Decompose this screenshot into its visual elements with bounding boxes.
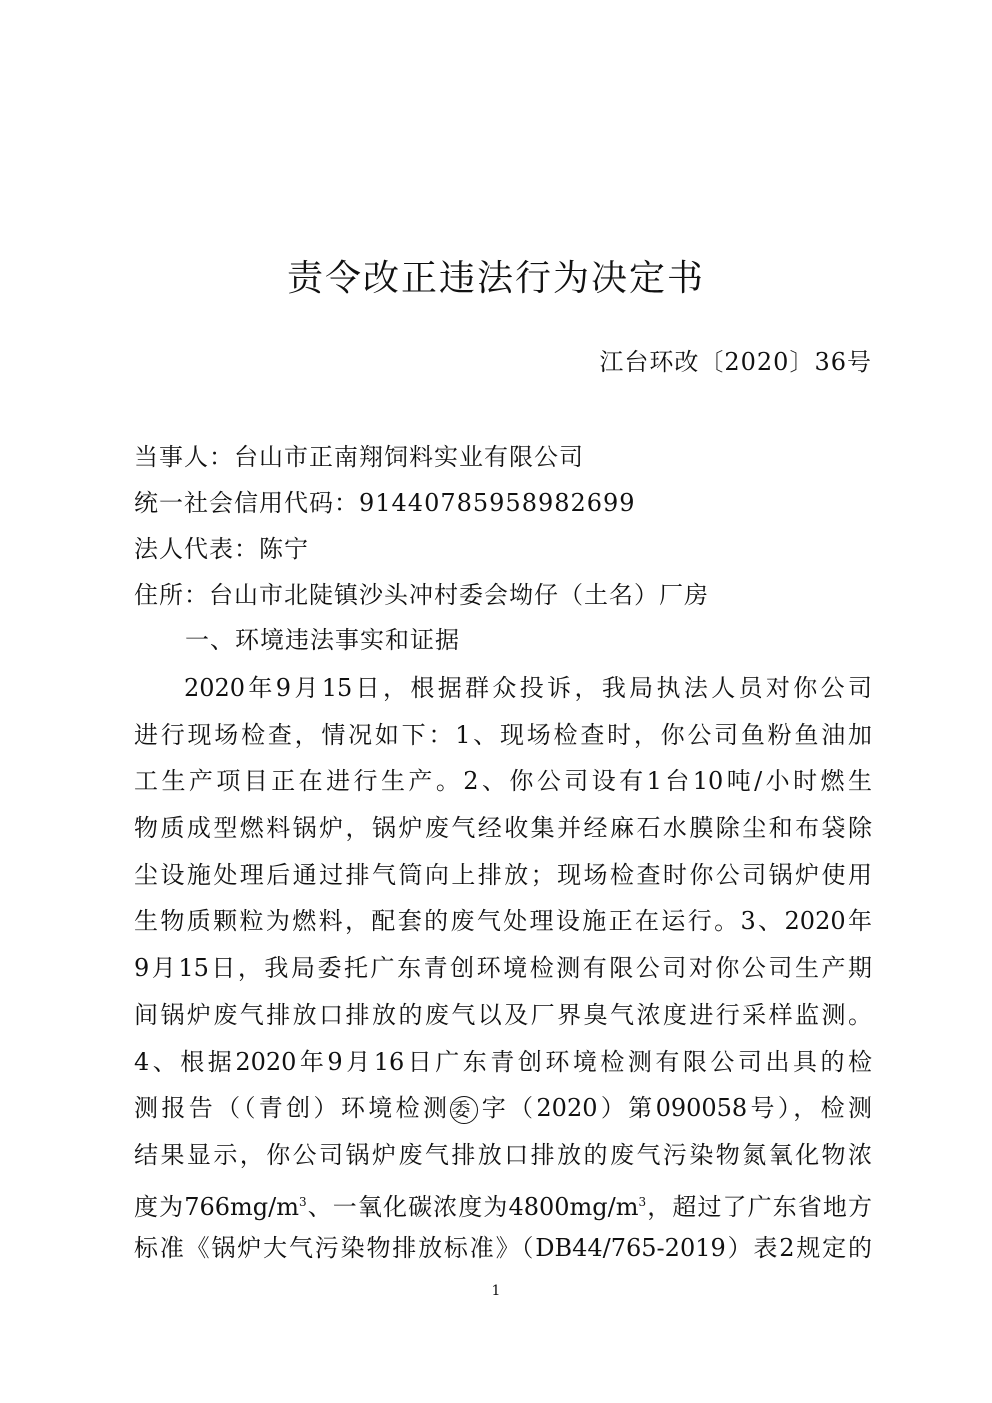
body-line: 2020年9月15日，根据群众投诉，我局执法人员对你公司 [184,674,872,702]
body-line: 9月15日，我局委托广东青创环境检测有限公司对你公司生产期 [134,954,872,983]
body-text [134,665,872,1272]
body-line: 标准《锅炉大气污染物排放标准》（DB44/765-2019）表2规定的 [134,1234,872,1263]
body-line: 4、根据2020年9月16日广东青创环境检测有限公司出具的检 [134,1047,872,1076]
document-number: 江台环改〔2020〕36号 [599,348,872,376]
body-line: 间锅炉废气排放口排放的废气以及厂界臭气浓度进行采样监测。 [134,1000,872,1029]
co-concentration: 、一氧化碳浓度为4800mg/m [306,1192,639,1221]
body-line: 结果显示，你公司锅炉废气排放口排放的废气污染物氮氧化物浓 [134,1140,872,1169]
concentration-line [134,1179,872,1226]
superscript: 3 [298,1194,307,1209]
body-line: 尘设施处理后通过排气筒向上排放；现场检查时你公司锅炉使用 [134,860,872,889]
body-line: 物质成型燃料锅炉，锅炉废气经收集并经麻石水膜除尘和布袋除 [134,814,872,843]
page-number: 1 [491,1283,501,1299]
concentration-tail: ，超过了广东省地方 [646,1192,873,1221]
document-title: 责令改正违法行为决定书 [286,258,705,299]
report-text-after: 字（2020）第090058号），检测 [478,1094,872,1123]
report-reference-line [134,1085,872,1132]
body-line: 生物质颗粒为燃料，配套的废气处理设施正在运行。3、2020年 [134,907,872,936]
address: 住所：台山市北陡镇沙头冲村委会坳仔（土名）厂房 [134,581,709,609]
nox-concentration: 度为766mg/m [134,1192,299,1221]
section-heading: 一、环境违法事实和证据 [185,626,460,654]
body-line: 工生产项目正在进行生产。2、你公司设有1台10吨/小时燃生 [134,767,872,796]
superscript: 3 [638,1194,647,1209]
body-line: 进行现场检查，情况如下：1、现场检查时，你公司鱼粉鱼油加 [134,720,872,749]
legal-representative: 法人代表：陈宁 [134,535,309,563]
report-text-before: 测报告（（青创）环境检测 [134,1094,451,1123]
credit-code: 统一社会信用代码：91440785958982699 [134,489,636,517]
circled-character: 委 [450,1096,478,1124]
party-name: 当事人：台山市正南翔饲料实业有限公司 [134,443,584,471]
